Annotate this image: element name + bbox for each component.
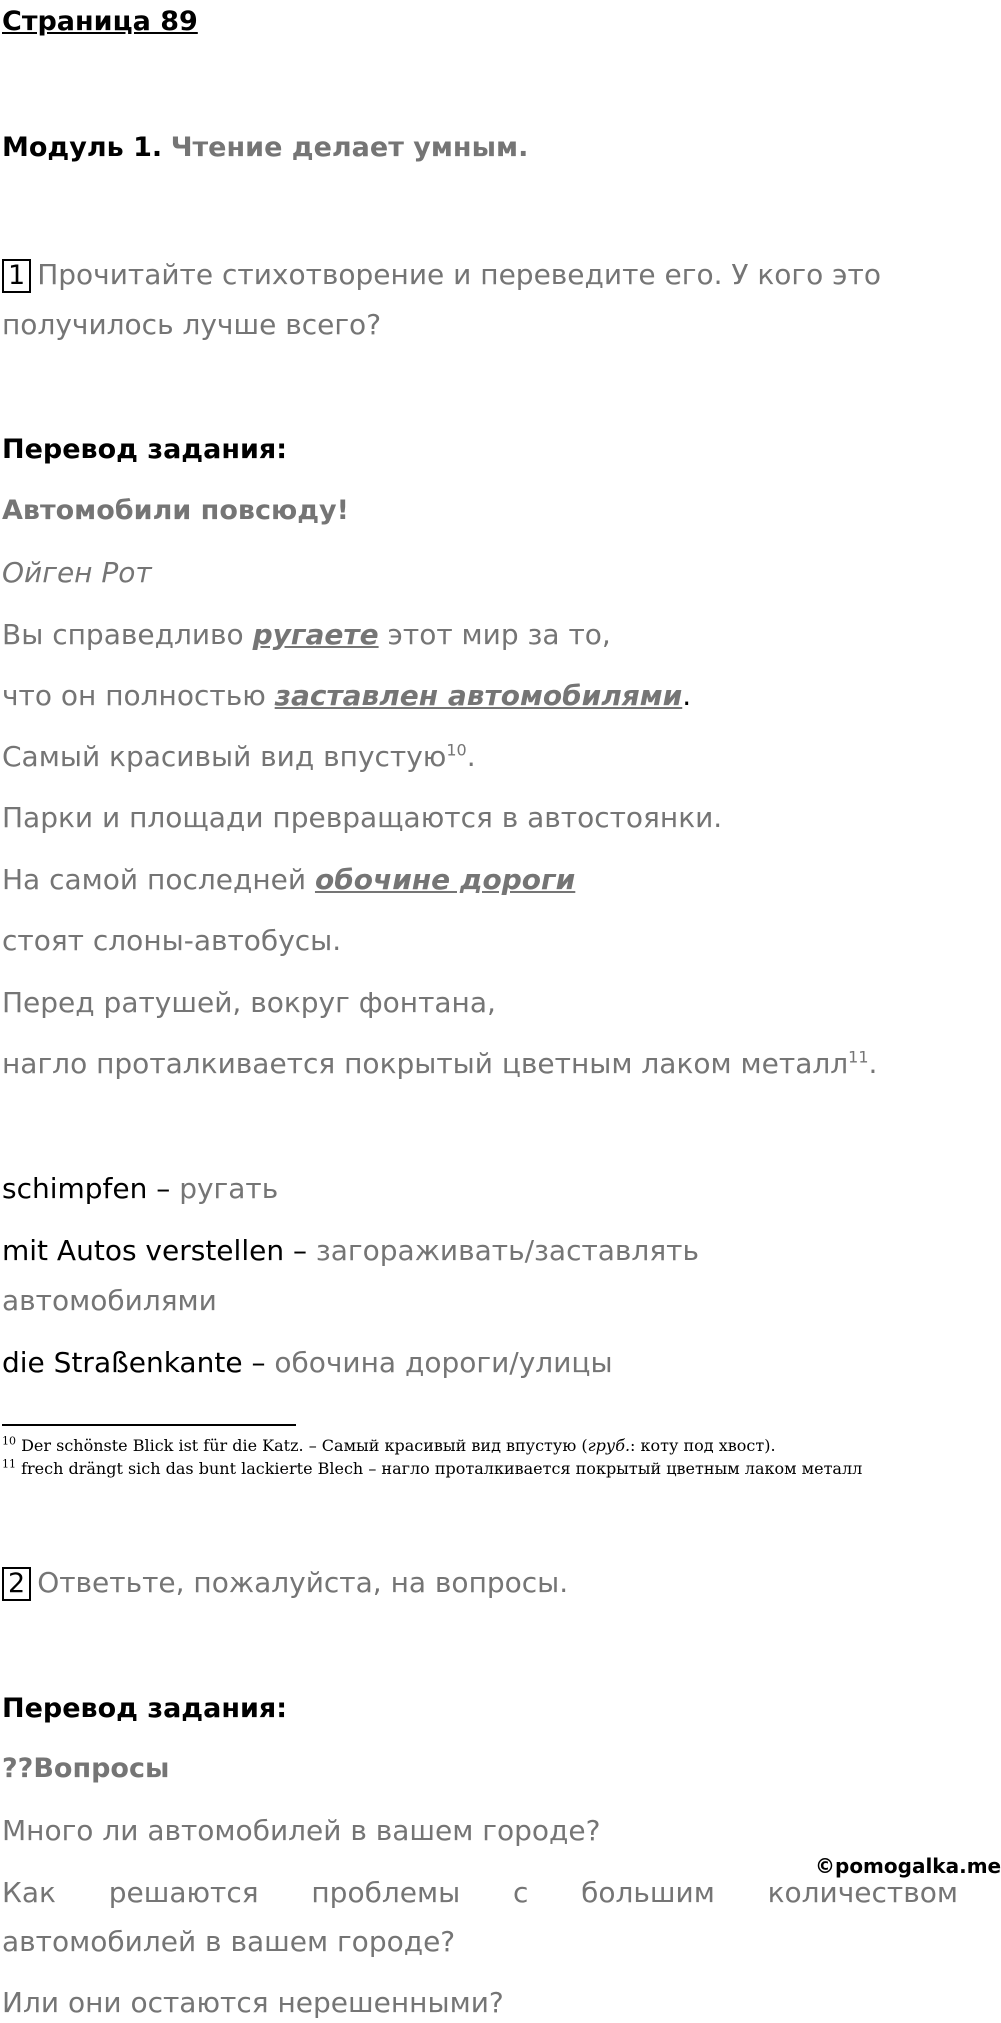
vocab-item-2: [2, 1232, 699, 1270]
poem-text: .: [682, 679, 692, 712]
poem-text: Самый красивый вид впустую: [2, 740, 447, 773]
task1-number-box: 1: [2, 259, 31, 293]
poem-text: что он полностью: [2, 679, 275, 712]
task1-translation-heading: Перевод задания:: [2, 434, 288, 465]
page-title: Страница 89: [2, 6, 198, 37]
footnote-number: 11: [2, 1457, 16, 1471]
task2-translation-heading: Перевод задания:: [2, 1693, 288, 1724]
task2-text: [2, 1564, 568, 1602]
poem-line-7: Перед ратушей, вокруг фонтана,: [2, 986, 496, 1019]
module-heading: [2, 130, 528, 166]
footnote-ref: 10: [446, 740, 467, 760]
footnote-11: [2, 1459, 862, 1479]
question-word: количеством: [767, 1876, 958, 1909]
footnote-divider: [2, 1424, 296, 1426]
task1-text-line1: [2, 256, 881, 294]
footnote-italic: груб.: [587, 1436, 631, 1455]
vocab-meaning: обочина дороги/улицы: [265, 1346, 613, 1379]
poem-line-6: стоят слоны-автобусы.: [2, 924, 342, 957]
task1-text: Прочитайте стихотворение и переведите его. У кого это: [37, 258, 881, 291]
poem-text: этот мир за то,: [378, 618, 611, 651]
footnote-text: Der schönste Blick ist für die Katz. – Самый красивый вид впустую (: [16, 1436, 588, 1455]
vocab-term: die Straßenkante –: [2, 1346, 266, 1379]
poem-emphasis: обочине дороги: [314, 863, 576, 896]
module-label: Модуль 1.: [2, 132, 163, 163]
poem-line-1: [2, 616, 611, 654]
poem-text: нагло проталкивается покрытый цветным лаком металл: [2, 1047, 849, 1080]
vocab-term: schimpfen –: [2, 1172, 171, 1205]
vocab-meaning: загораживать/заставлять: [306, 1234, 699, 1267]
question-word: решаются: [108, 1876, 259, 1909]
task2-instruction: Ответьте, пожалуйста, на вопросы.: [37, 1566, 569, 1599]
poem-line-5: [2, 861, 575, 899]
poem-text: .: [466, 740, 476, 773]
vocab-item-2-cont: автомобилями: [2, 1284, 217, 1317]
footnote-text: : коту под хвост).: [630, 1436, 776, 1455]
question-word: большим: [581, 1876, 715, 1909]
footnote-ref: 11: [848, 1047, 869, 1067]
task1-text-line2: получилось лучше всего?: [2, 308, 382, 341]
poem-line-3: [2, 738, 476, 776]
poem-text: .: [868, 1047, 878, 1080]
vocab-item-3: [2, 1344, 613, 1382]
question-2-line-2: автомобилей в вашем городе?: [2, 1925, 456, 1958]
poem-title: Автомобили повсюду!: [2, 495, 349, 526]
question-word: с: [512, 1876, 529, 1909]
module-title: Чтение делает умным.: [170, 132, 529, 163]
poem-emphasis: ругаете: [252, 618, 379, 651]
poem-line-4: Парки и площади превращаются в автостоянки.: [2, 801, 723, 834]
poem-line-2: [2, 677, 691, 715]
poem-emphasis: заставлен автомобилями: [274, 679, 683, 712]
poem-author: Ойген Рот: [2, 556, 152, 589]
question-word: проблемы: [311, 1876, 461, 1909]
poem-line-8: [2, 1045, 877, 1083]
poem-text: На самой последней: [2, 863, 315, 896]
footnote-text: frech drängt sich das bunt lackierte Blech – нагло проталкивается покрытый цветным лаком металл: [16, 1459, 863, 1478]
footnote-10: [2, 1436, 776, 1456]
question-2-line-1: [2, 1874, 958, 1912]
vocab-item-1: [2, 1170, 278, 1208]
question-1: Много ли автомобилей в вашем городе?: [2, 1814, 601, 1847]
question-word: Как: [2, 1876, 56, 1909]
questions-title: ??Вопросы: [2, 1753, 170, 1784]
question-3: Или они остаются нерешенными?: [2, 1986, 504, 2019]
footnote-number: 10: [2, 1434, 16, 1448]
vocab-term: mit Autos verstellen –: [2, 1234, 307, 1267]
task2-number-box: 2: [2, 1567, 31, 1601]
poem-text: Вы справедливо: [2, 618, 253, 651]
vocab-meaning: ругать: [170, 1172, 279, 1205]
watermark: ©pomogalka.me: [815, 1854, 1001, 1878]
